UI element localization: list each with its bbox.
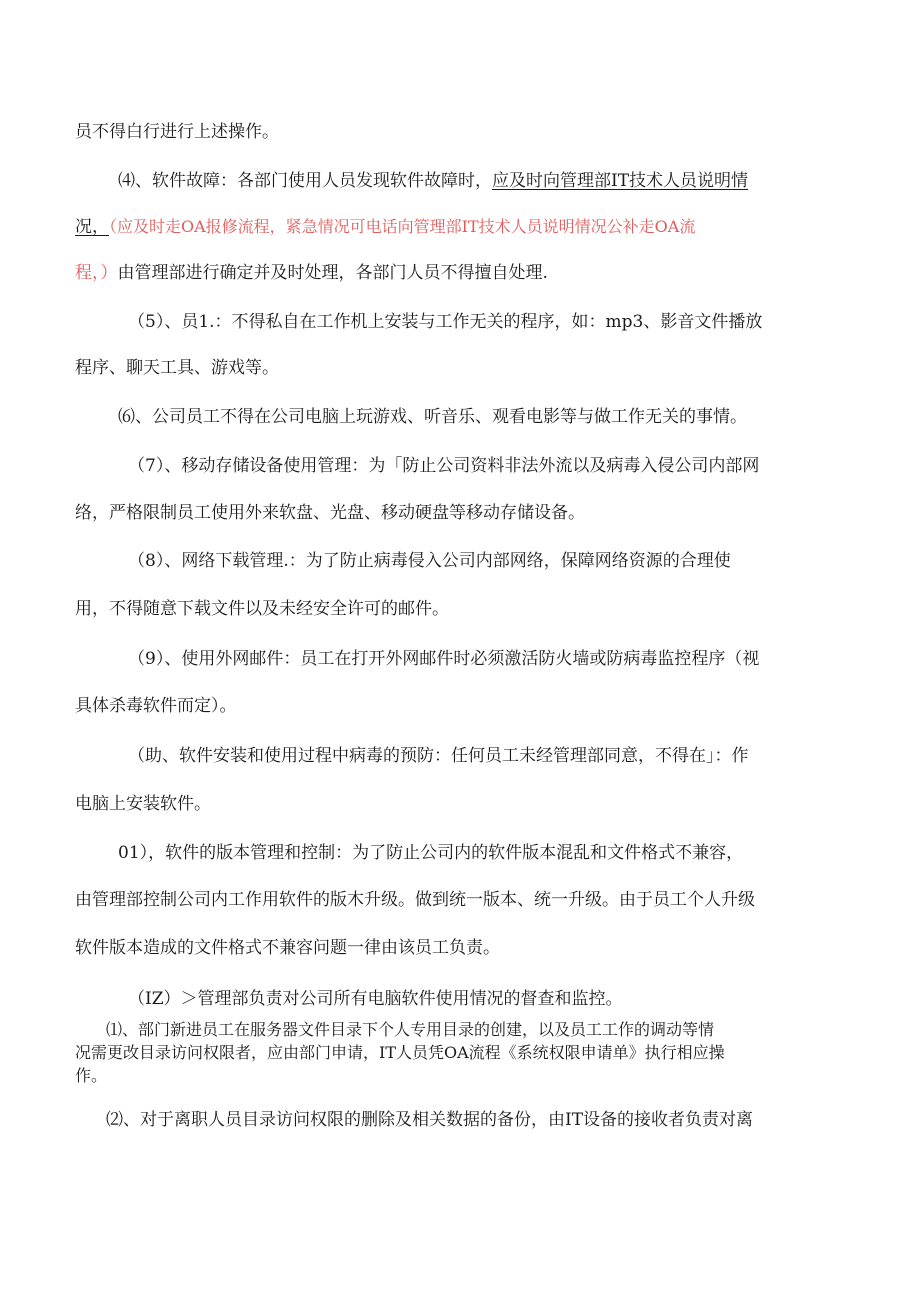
paragraph-10-line-2: 电脑上安装软件。 [75, 794, 211, 814]
software-failure-underlined-text: 应及时向管理部IT技术人员说明情 [492, 171, 749, 191]
red-annotation-end: 程，） [75, 263, 118, 283]
paragraph-9-line-2: 具体杀毒软件而定）。 [75, 696, 237, 716]
subitem-2-line-1: ⑵、对于离职人员目录访问权限的删除及相关数据的备份，由IT设备的接收者负责对离 [106, 1110, 754, 1130]
subitem-1-line-2: 况需更改目录访问权限者，应由部门申请，IT人员凭OA流程《系统权限申请单》执行相应操 [75, 1043, 725, 1062]
software-failure-underlined-continuation: 况， [75, 217, 109, 237]
paragraph-7-line-2: 络，严格限制员工使用外来软盘、光盘、移动硬盘等移动存储设备。 [75, 503, 585, 523]
paragraph-12-line-1: （IZ）＞管理部负责对公司所有电脑软件使用情况的督查和监控。 [128, 989, 623, 1009]
paragraph-11-line-2: 由管理部控制公司内工作用软件的版木升级。做到统一版本、统一升级。由于员工个人升级 [75, 890, 755, 910]
paragraph-6-line-1: ⑹、公司员工不得在公司电脑上玩游戏、听音乐、观看电影等与做工作无关的事情。 [118, 407, 747, 427]
paragraph-11-line-3: 软件版本造成的文件格式不兼容问题一律由该员工负责。 [75, 938, 500, 958]
red-annotation-text: （应及时走OA报修流程，紧急情况可电话向管理部IT技术人员说明情况公补走OA流 [109, 217, 696, 236]
paragraph-5-line-2: 程序、聊天工具、游戏等。 [75, 358, 279, 378]
software-failure-intro: ⑷、软件故障：各部门使用人员发现软件故障时， [118, 171, 492, 191]
software-failure-line-2 [75, 216, 695, 238]
paragraph-7-line-1: （7）、移动存储设备使用管理：为「防止公司资料非法外流以及病毒入侵公司内部网 [128, 456, 760, 476]
paragraph-5-line-1: （5）、员1.：不得私自在工作机上安装与工作无关的程序，如：mp3、影音文件播放 [128, 312, 763, 332]
paragraph-8-line-1: （8）、网络下载管理.：为了防止病毒侵入公司内部网络，保障网络资源的合理使 [128, 551, 731, 571]
software-failure-line-3 [75, 262, 548, 284]
paragraph-8-line-2: 用，不得随意下载文件以及未经安全许可的邮件。 [75, 599, 449, 619]
subitem-1-line-3: 作。 [75, 1066, 108, 1085]
software-failure-line-1 [118, 170, 748, 192]
subitem-1-line-1: ⑴、部门新进员工在服务器文件目录下个人专用目录的创建，以及员工工作的调动等情 [106, 1020, 715, 1039]
paragraph-9-line-1: （9）、使用外网邮件：员工在打开外网邮件时必须激活防火墙或防病毒监控程序（视 [128, 649, 760, 669]
software-failure-remaining: 由管理部进行确定并及时处理，各部门人员不得擅自处理. [117, 263, 548, 283]
paragraph-11-line-1: 01），软件的版本管理和控制：为了防止公司内的软件版本混乱和文件格式不兼容， [118, 843, 744, 863]
paragraph-10-line-1: （助、软件安装和使用过程中病毒的预防：任何员工未经管理部同意，不得在」：作 [128, 746, 749, 766]
paragraph-continuation-line: 员不得白行进行上述操作。 [75, 122, 279, 142]
